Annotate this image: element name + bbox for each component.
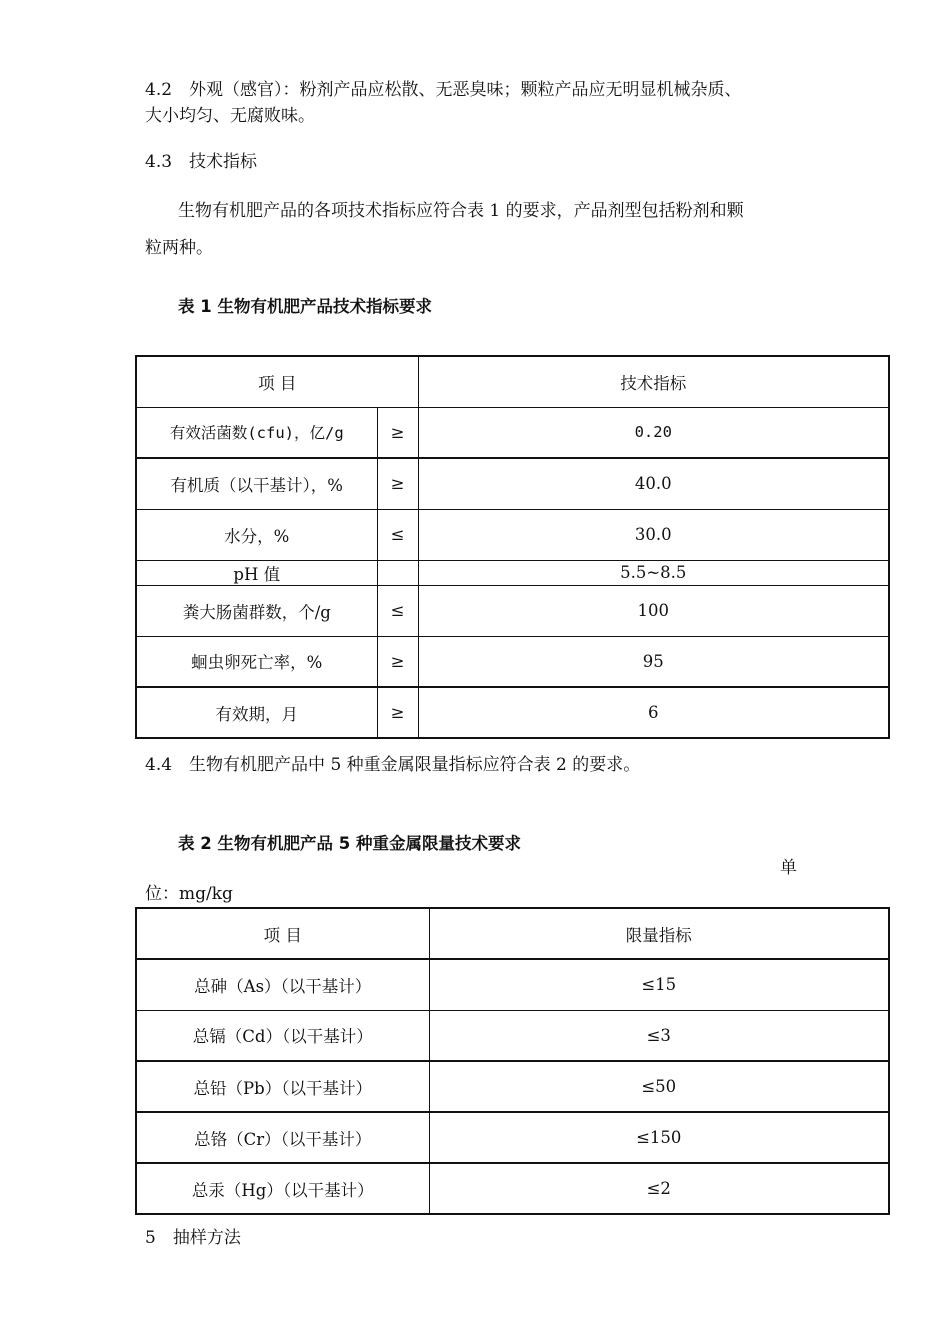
para-4-4: 4.4 生物有机肥产品中 5 种重金属限量指标应符合表 2 的要求。 xyxy=(145,755,641,775)
table1-item: 有机质（以干基计），% xyxy=(136,458,377,509)
table-row xyxy=(136,1112,889,1163)
table1-item: 有效活菌数(cfu)，亿/g xyxy=(136,407,377,458)
table1-header-item: 项 目 xyxy=(136,356,418,407)
table1-value: 5.5~8.5 xyxy=(418,560,889,585)
table1-op: ≥ xyxy=(377,458,418,509)
table2-value: ≤50 xyxy=(429,1061,889,1112)
table1 xyxy=(135,355,890,739)
table1-op xyxy=(377,560,418,585)
table1-value: 0.20 xyxy=(418,407,889,458)
para-tech-line2: 粒两种。 xyxy=(145,238,213,258)
table1-item: pH 值 xyxy=(136,560,377,585)
table2-value: ≤3 xyxy=(429,1010,889,1061)
table2-item: 总铅（Pb）（以干基计） xyxy=(136,1061,429,1112)
table-row xyxy=(136,1163,889,1214)
para-4-2-line1: 4.2 外观（感官）：粉剂产品应松散、无恶臭味；颗粒产品应无明显机械杂质、 xyxy=(145,80,742,100)
para-tech-line1: 生物有机肥产品的各项技术指标应符合表 1 的要求，产品剂型包括粉剂和颗 xyxy=(178,201,744,221)
table2-header-row xyxy=(136,908,889,959)
table2-header-item: 项 目 xyxy=(136,908,429,959)
table2-header-value: 限量指标 xyxy=(429,908,889,959)
table-row xyxy=(136,636,889,687)
table-row xyxy=(136,585,889,636)
table2-item: 总砷（As）（以干基计） xyxy=(136,959,429,1010)
heading-4-3: 4.3 技术指标 xyxy=(145,152,258,172)
table1-op: ≥ xyxy=(377,636,418,687)
table2-item: 总镉（Cd）（以干基计） xyxy=(136,1010,429,1061)
table-row xyxy=(136,458,889,509)
table2-caption: 表 2 生物有机肥产品 5 种重金属限量技术要求 xyxy=(178,834,521,853)
table-row xyxy=(136,509,889,560)
heading-5: 5 抽样方法 xyxy=(145,1228,241,1248)
table2-value: ≤150 xyxy=(429,1112,889,1163)
table-row xyxy=(136,1010,889,1061)
table1-item: 蛔虫卵死亡率，% xyxy=(136,636,377,687)
table1-value: 30.0 xyxy=(418,509,889,560)
table2-item: 总汞（Hg）（以干基计） xyxy=(136,1163,429,1214)
table2-value: ≤2 xyxy=(429,1163,889,1214)
table-row xyxy=(136,560,889,585)
table2 xyxy=(135,907,890,1215)
table-row xyxy=(136,1061,889,1112)
table2-value: ≤15 xyxy=(429,959,889,1010)
table1-header-row xyxy=(136,356,889,407)
table1-caption: 表 1 生物有机肥产品技术指标要求 xyxy=(178,297,432,316)
table1-value: 100 xyxy=(418,585,889,636)
table1-item: 水分，% xyxy=(136,509,377,560)
table1-item: 粪大肠菌群数，个/g xyxy=(136,585,377,636)
table-row xyxy=(136,407,889,458)
table2-unit-part1: 单 xyxy=(780,858,797,878)
table1-op: ≤ xyxy=(377,585,418,636)
table1-item: 有效期，月 xyxy=(136,687,377,738)
table-row xyxy=(136,687,889,738)
table2-item: 总铬（Cr）（以干基计） xyxy=(136,1112,429,1163)
table1-op: ≥ xyxy=(377,407,418,458)
table1-op: ≥ xyxy=(377,687,418,738)
table1-value: 6 xyxy=(418,687,889,738)
table-row xyxy=(136,959,889,1010)
table1-header-value: 技术指标 xyxy=(418,356,889,407)
table1-value: 95 xyxy=(418,636,889,687)
table2-unit-part2: 位：mg/kg xyxy=(145,884,233,904)
table1-value: 40.0 xyxy=(418,458,889,509)
table1-op: ≤ xyxy=(377,509,418,560)
para-4-2-line2: 大小均匀、无腐败味。 xyxy=(145,106,315,126)
